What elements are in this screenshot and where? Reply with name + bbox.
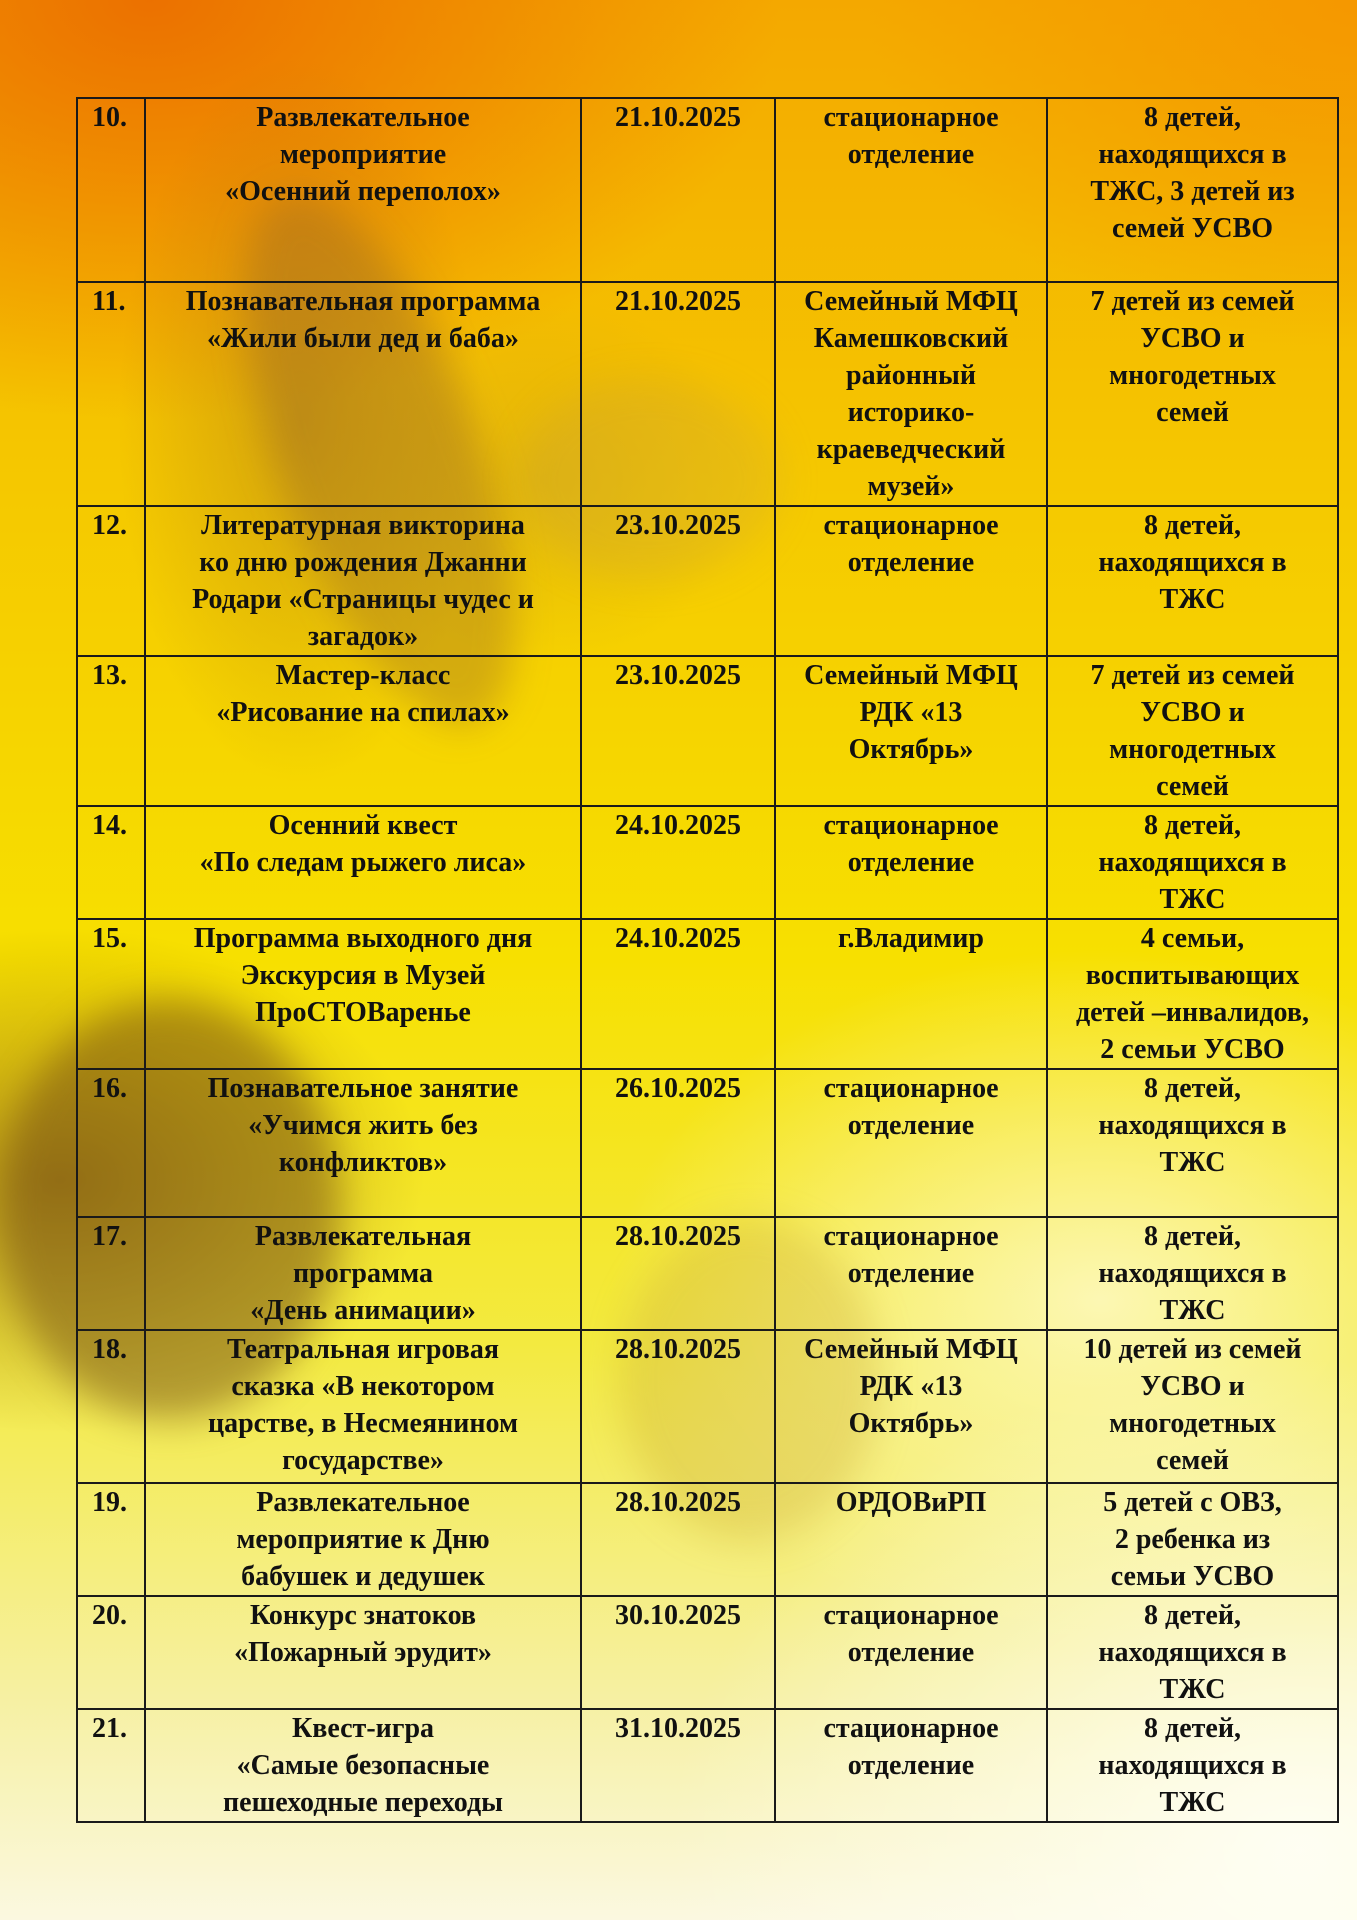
event-place: Семейный МФЦ РДК «13 Октябрь» [775,656,1047,806]
row-number: 19. [77,1483,145,1596]
event-title: Познавательное занятие «Учимся жить без конфликтов» [145,1069,581,1217]
event-participants: 8 детей, находящихся в ТЖС [1047,806,1338,919]
event-place: стационарное отделение [775,1217,1047,1330]
row-number: 17. [77,1217,145,1330]
table-row [77,1069,1338,1217]
event-date: 23.10.2025 [581,656,775,806]
event-place: ОРДОВиРП [775,1483,1047,1596]
event-place: Семейный МФЦ Камешковский районный историко- краеведческий музей» [775,282,1047,506]
event-title: Познавательная программа «Жили были дед и баба» [145,282,581,506]
row-number: 12. [77,506,145,656]
event-participants: 10 детей из семей УСВО и многодетных семей [1047,1330,1338,1483]
table-row [77,1709,1338,1822]
event-title: Развлекательное мероприятие «Осенний переполох» [145,98,581,282]
event-date: 28.10.2025 [581,1330,775,1483]
event-participants: 4 семьи, воспитывающих детей –инвалидов, 2 семьи УСВО [1047,919,1338,1069]
row-number: 18. [77,1330,145,1483]
event-title: Развлекательная программа «День анимации» [145,1217,581,1330]
events-table [76,97,1339,1823]
event-title: Театральная игровая сказка «В некотором царстве, в Несмеянином государстве» [145,1330,581,1483]
table-row [77,656,1338,806]
event-place: г.Владимир [775,919,1047,1069]
event-place: стационарное отделение [775,1596,1047,1709]
event-title: Развлекательное мероприятие к Дню бабушек и дедушек [145,1483,581,1596]
event-participants: 8 детей, находящихся в ТЖС [1047,1069,1338,1217]
event-place: стационарное отделение [775,1709,1047,1822]
event-date: 28.10.2025 [581,1483,775,1596]
event-participants: 7 детей из семей УСВО и многодетных семей [1047,282,1338,506]
event-participants: 5 детей с ОВЗ, 2 ребенка из семьи УСВО [1047,1483,1338,1596]
event-date: 31.10.2025 [581,1709,775,1822]
event-place: Семейный МФЦ РДК «13 Октябрь» [775,1330,1047,1483]
event-date: 21.10.2025 [581,282,775,506]
event-participants: 8 детей, находящихся в ТЖС, 3 детей из семей УСВО [1047,98,1338,282]
event-date: 24.10.2025 [581,806,775,919]
event-participants: 8 детей, находящихся в ТЖС [1047,1596,1338,1709]
row-number: 16. [77,1069,145,1217]
event-title: Конкурс знатоков «Пожарный эрудит» [145,1596,581,1709]
event-participants: 8 детей, находящихся в ТЖС [1047,1217,1338,1330]
event-date: 21.10.2025 [581,98,775,282]
table-row [77,806,1338,919]
table-row [77,1330,1338,1483]
event-participants: 7 детей из семей УСВО и многодетных семей [1047,656,1338,806]
row-number: 14. [77,806,145,919]
row-number: 10. [77,98,145,282]
event-title: Осенний квест «По следам рыжего лиса» [145,806,581,919]
row-number: 13. [77,656,145,806]
event-date: 28.10.2025 [581,1217,775,1330]
table-row [77,282,1338,506]
event-date: 30.10.2025 [581,1596,775,1709]
table-row [77,1483,1338,1596]
table-row [77,1217,1338,1330]
event-title: Программа выходного дня Экскурсия в Музей ПроСТОВаренье [145,919,581,1069]
event-date: 24.10.2025 [581,919,775,1069]
event-title: Литературная викторина ко дню рождения Джанни Родари «Страницы чудес и загадок» [145,506,581,656]
event-place: стационарное отделение [775,806,1047,919]
event-date: 23.10.2025 [581,506,775,656]
event-place: стационарное отделение [775,98,1047,282]
row-number: 21. [77,1709,145,1822]
event-place: стационарное отделение [775,1069,1047,1217]
event-date: 26.10.2025 [581,1069,775,1217]
table-row [77,506,1338,656]
table-row [77,919,1338,1069]
events-table-wrapper [76,97,1337,1823]
event-title: Квест-игра «Самые безопасные пешеходные переходы [145,1709,581,1822]
row-number: 11. [77,282,145,506]
table-row [77,98,1338,282]
event-place: стационарное отделение [775,506,1047,656]
event-participants: 8 детей, находящихся в ТЖС [1047,1709,1338,1822]
row-number: 20. [77,1596,145,1709]
row-number: 15. [77,919,145,1069]
table-row [77,1596,1338,1709]
event-participants: 8 детей, находящихся в ТЖС [1047,506,1338,656]
event-title: Мастер-класс «Рисование на спилах» [145,656,581,806]
